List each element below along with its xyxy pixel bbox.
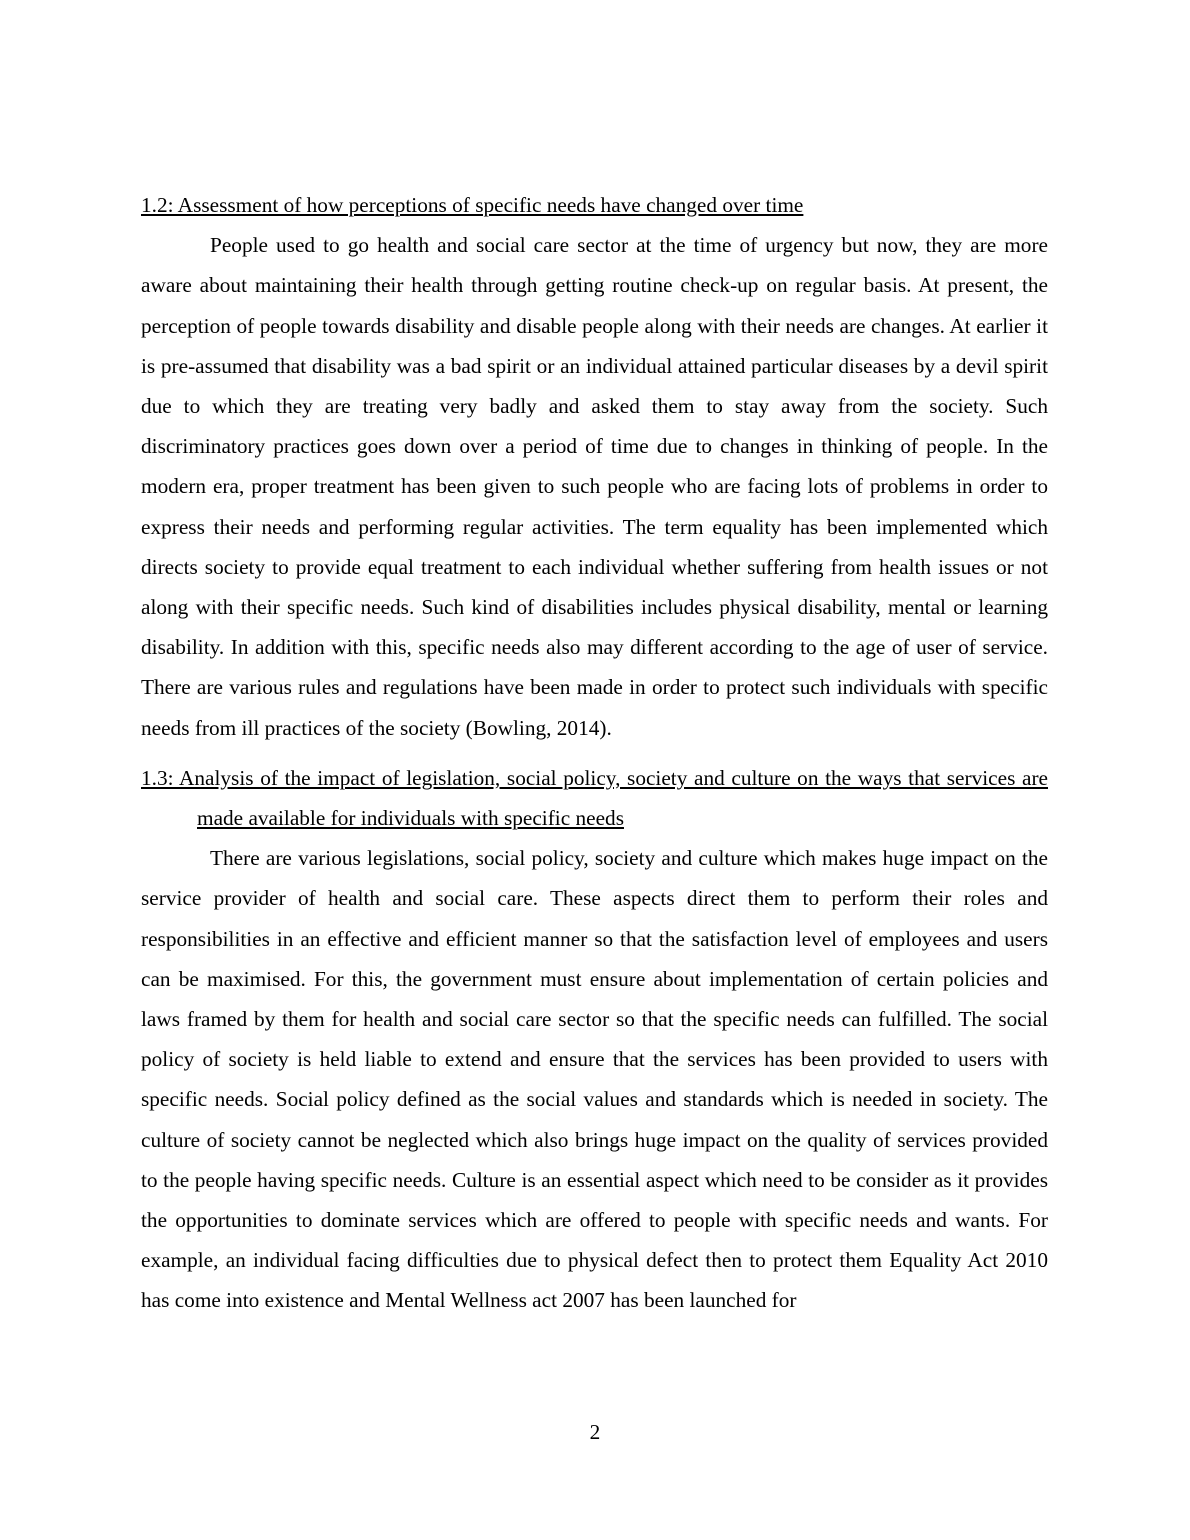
- section-heading-1-2: 1.2: Assessment of how perceptions of specific needs have changed over time: [141, 193, 804, 217]
- section-spacer: [141, 748, 1048, 758]
- page-number: 2: [589, 1420, 601, 1444]
- page-content: [141, 185, 1048, 1321]
- section-heading-1-3: 1.3: Analysis of the impact of legislation, social policy, society and culture on the ways that services are made available for individuals with specific needs: [141, 765, 1048, 831]
- section-paragraph-1-3: There are various legislations, social policy, society and culture which makes huge impact on the service provider of health and social care. These aspects direct them to perform their roles and responsibilities in an effective and efficient manner so that the satisfaction level of employees and users can be maximised. For this, the government must ensure about implementation of certain policies and laws framed by them for health and social care sector so that the specific needs can fulfilled. The social policy of society is held liable to extend and ensure that the services has been provided to users with specific needs. Social policy defined as the social values and standards which is needed in society. The culture of society cannot be neglected which also brings huge impact on the quality of services provided to the people having specific needs. Culture is an essential aspect which need to be consider as it provides the opportunities to dominate services which are offered to people with specific needs and wants. For example, an individual facing difficulties due to physical defect then to protect them Equality Act 2010 has come into existence and Mental Wellness act 2007 has been launched for: [141, 846, 1048, 1313]
- section-paragraph-1-2: People used to go health and social care sector at the time of urgency but now, they are more aware about maintaining their health through getting routine check-up on regular basis. At present, the perception of people towards disability and disable people along with their needs are changes. At earlier it is pre-assumed that disability was a bad spirit or an individual attained particular diseases by a devil spirit due to which they are treating very badly and asked them to stay away from the society. Such discriminatory practices goes down over a period of time due to changes in thinking of people. In the modern era, proper treatment has been given to such people who are facing lots of problems in order to express their needs and performing regular activities. The term equality has been implemented which directs society to provide equal treatment to each individual whether suffering from health issues or not along with their specific needs. Such kind of disabilities includes physical disability, mental or learning disability. In addition with this, specific needs also may different according to the age of user of service. There are various rules and regulations have been made in order to protect such individuals with specific needs from ill practices of the society (Bowling, 2014).: [141, 233, 1048, 740]
